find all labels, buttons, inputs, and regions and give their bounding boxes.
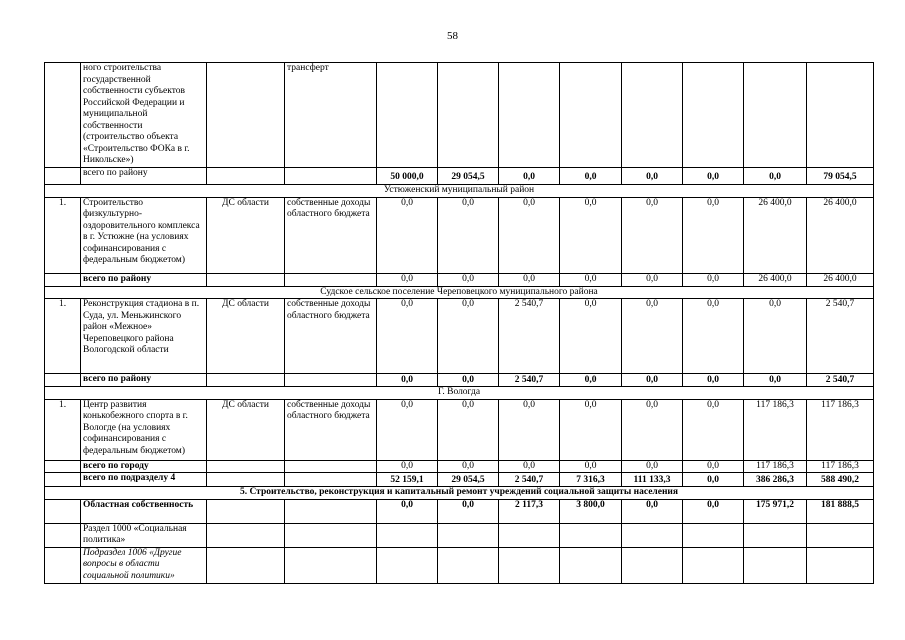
value-cell: 0,0 [560,299,622,374]
source-cell: собственные доходы областного бюджета [285,197,377,273]
podrazdel-row [45,547,874,583]
value-cell: 2 540,7 [807,299,874,374]
total-label: всего по району [81,273,207,286]
customer-cell: ДС области [207,399,285,460]
value-cell: 0,0 [622,374,683,387]
source-cell: собственные доходы областного бюджета [285,399,377,460]
value-cell: 0,0 [683,473,744,487]
value-cell: 0,0 [438,399,499,460]
value-cell: 117 186,3 [744,399,807,460]
table-row [45,63,874,168]
district-header: Устюженский муниципальный район [45,184,874,197]
value-cell: 50 000,0 [377,167,438,184]
source-cell: трансферт [285,63,377,168]
value-cell: 0,0 [622,273,683,286]
value-cell: 0,0 [744,167,807,184]
value-cell: 0,0 [744,299,807,374]
table-row [45,197,874,273]
razdel-label: Раздел 1000 «Социальная политика» [81,523,207,547]
table-row [45,299,874,374]
table-row [45,399,874,460]
value-cell: 0,0 [560,460,622,473]
value-cell: 181 888,5 [807,499,874,523]
city-total-row [45,460,874,473]
value-cell: 26 400,0 [744,273,807,286]
value-cell: 0,0 [377,273,438,286]
value-cell: 0,0 [622,399,683,460]
value-cell: 0,0 [622,299,683,374]
value-cell: 0,0 [683,499,744,523]
value-cell: 117 186,3 [807,460,874,473]
value-cell: 26 400,0 [807,197,874,273]
value-cell: 29 054,5 [438,167,499,184]
district-header-row [45,387,874,400]
value-cell: 0,0 [560,399,622,460]
value-cell: 117 186,3 [807,399,874,460]
district-header-row [45,184,874,197]
district-total-row [45,273,874,286]
value-cell: 0,0 [499,273,560,286]
value-cell: 0,0 [683,399,744,460]
value-cell: 117 186,3 [744,460,807,473]
value-cell: 3 800,0 [560,499,622,523]
podrazdel-label: Подраздел 1006 «Другие вопросы в области социальной политики» [81,547,207,583]
value-cell: 0,0 [499,167,560,184]
value-cell: 0,0 [377,460,438,473]
value-cell: 0,0 [744,374,807,387]
budget-table [44,62,874,584]
razdel-row [45,523,874,547]
value-cell: 0,0 [560,374,622,387]
value-cell: 111 133,3 [622,473,683,487]
total-label: всего по городу [81,460,207,473]
district-total-row [45,167,874,184]
object-cell: Реконструкция стадиона в п. Суда, ул. Меньжинского район «Межное» Череповецкого района Вологодской области [81,299,207,374]
subsection-total-row [45,473,874,487]
value-cell: 2 540,7 [499,473,560,487]
value-cell: 29 054,5 [438,473,499,487]
value-cell: 0,0 [499,460,560,473]
value-cell: 0,0 [683,374,744,387]
row-number: 1. [45,299,81,374]
value-cell: 0,0 [560,167,622,184]
value-cell: 0,0 [438,197,499,273]
value-cell: 175 971,2 [744,499,807,523]
value-cell: 0,0 [683,197,744,273]
value-cell: 2 540,7 [807,374,874,387]
value-cell: 0,0 [377,399,438,460]
value-cell: 26 400,0 [744,197,807,273]
value-cell: 2 117,3 [499,499,560,523]
row-number: 1. [45,399,81,460]
value-cell: 0,0 [438,374,499,387]
value-cell: 0,0 [438,273,499,286]
value-cell: 26 400,0 [807,273,874,286]
total-label: всего по району [81,374,207,387]
value-cell: 0,0 [683,167,744,184]
value-cell: 0,0 [377,499,438,523]
value-cell: 0,0 [622,197,683,273]
row-number: 1. [45,197,81,273]
object-cell: ного строительства государственной собственности субъектов Российской Федерации и муниципальной собственности (строительство объекта «Строительство ФОКа в г. Никольске») [81,63,207,168]
value-cell: 2 540,7 [499,299,560,374]
value-cell: 0,0 [622,499,683,523]
customer-cell: ДС области [207,299,285,374]
ownership-row [45,499,874,523]
district-header: Г. Вологда [45,387,874,400]
section-header-row [45,487,874,500]
value-cell: 52 159,1 [377,473,438,487]
value-cell: 0,0 [683,273,744,286]
value-cell: 0,0 [377,197,438,273]
value-cell: 2 540,7 [499,374,560,387]
total-label: всего по подразделу 4 [81,473,207,487]
object-cell: Центр развития конькобежного спорта в г. Вологде (на условиях софинансирования с федеральным бюджетом) [81,399,207,460]
value-cell: 0,0 [438,499,499,523]
value-cell: 0,0 [377,374,438,387]
value-cell: 0,0 [683,299,744,374]
value-cell: 0,0 [377,299,438,374]
source-cell: собственные доходы областного бюджета [285,299,377,374]
value-cell: 0,0 [622,167,683,184]
ownership-label: Областная собственность [81,499,207,523]
value-cell: 0,0 [499,197,560,273]
value-cell: 7 316,3 [560,473,622,487]
object-cell: Строительство физкультурно-оздоровительного комплекса в г. Устюжне (на условиях софинансирования с федеральным бюджетом) [81,197,207,273]
value-cell: 0,0 [438,460,499,473]
value-cell: 79 054,5 [807,167,874,184]
district-total-row [45,374,874,387]
page-number: 58 [447,30,458,42]
value-cell: 588 490,2 [807,473,874,487]
district-header-row [45,286,874,299]
value-cell: 0,0 [683,460,744,473]
value-cell: 0,0 [499,399,560,460]
section-header: 5. Строительство, реконструкция и капитальный ремонт учреждений социальной защиты населения [45,487,874,500]
district-header: Судское сельское поселение Череповецкого муниципального района [45,286,874,299]
customer-cell: ДС области [207,197,285,273]
value-cell: 0,0 [560,273,622,286]
value-cell: 0,0 [438,299,499,374]
total-label: всего по району [81,167,207,184]
value-cell: 0,0 [560,197,622,273]
value-cell: 386 286,3 [744,473,807,487]
value-cell: 0,0 [622,460,683,473]
